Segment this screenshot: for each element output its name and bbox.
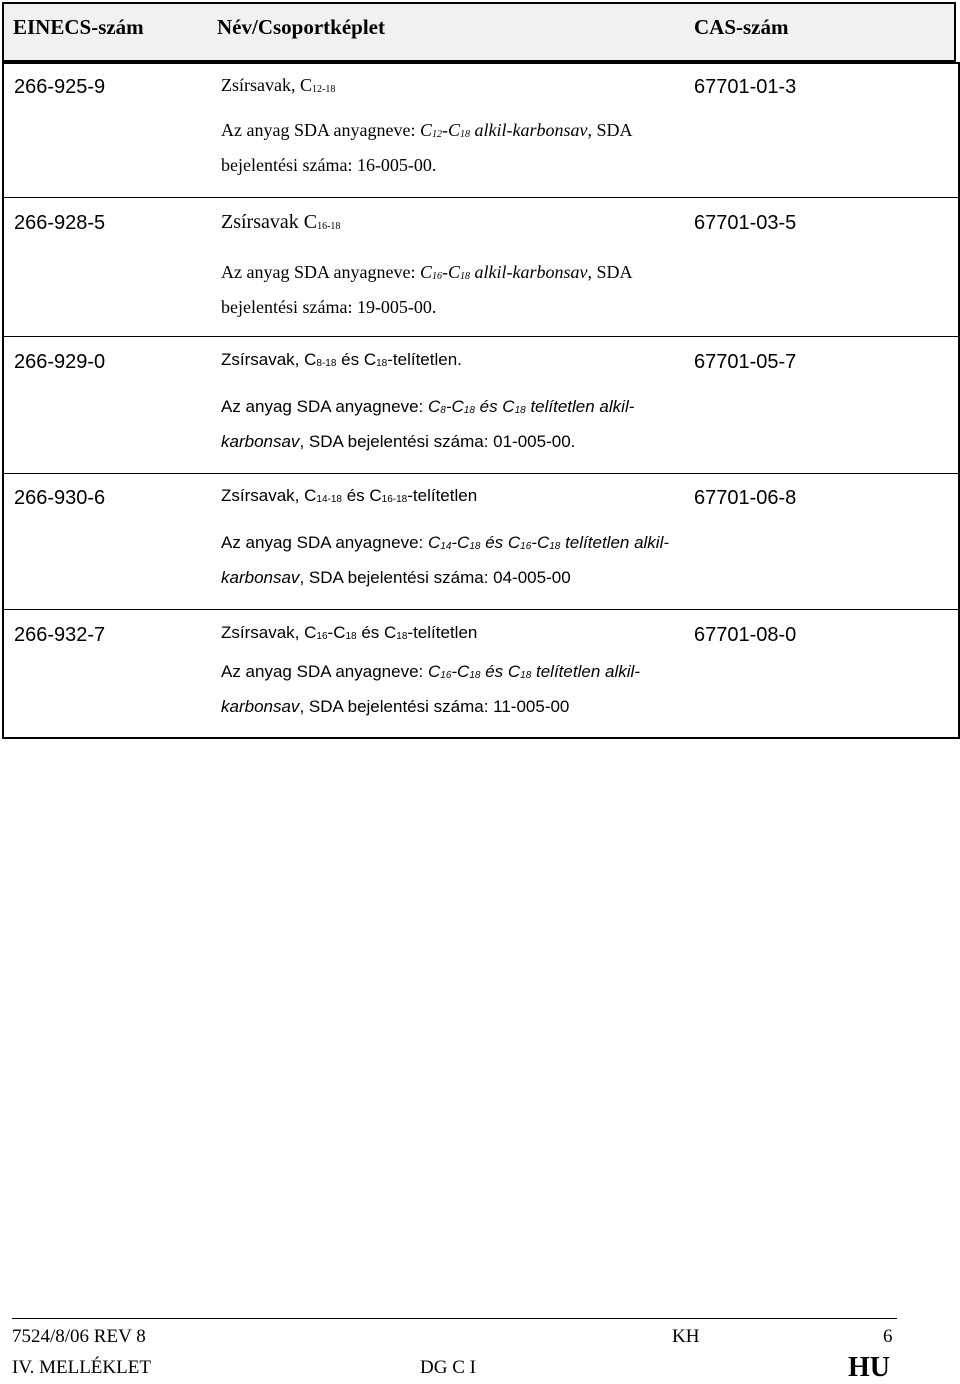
einecs-number: 266-930-6 bbox=[14, 487, 106, 509]
einecs-number: 266-932-7 bbox=[14, 624, 106, 646]
sda-note: Az anyag SDA anyagneve: $C_{16}-C_{18}$ alkil-karbonsav, SDA bejelentési száma: 19-005-00. bbox=[221, 262, 633, 317]
einecs-number: 266-928-5 bbox=[14, 212, 106, 234]
sda-note: Az anyag SDA anyagneve: $C_{12}-C_{18}$ alkil-karbonsav, SDA bejelentési száma: 16-005-00. bbox=[221, 120, 633, 175]
cas-number: 67701-06-8 bbox=[694, 487, 797, 509]
substance-name: Zsírsavak, $C_{12-18}$ bbox=[221, 75, 336, 95]
footer-page-number: 6 bbox=[883, 1326, 893, 1347]
footer-doc-ref: 7524/8/06 REV 8 bbox=[12, 1326, 146, 1347]
footer-initials: KH bbox=[672, 1326, 700, 1347]
cas-number: 67701-01-3 bbox=[694, 76, 797, 98]
footer-divider bbox=[12, 1318, 897, 1319]
header-name: Név/Csoportképlet bbox=[217, 15, 385, 39]
table-row bbox=[4, 610, 958, 737]
footer-annex: IV. MELLÉKLET bbox=[12, 1357, 151, 1378]
substance-table bbox=[2, 62, 960, 739]
cas-number: 67701-08-0 bbox=[694, 624, 797, 646]
cas-number: 67701-03-5 bbox=[694, 212, 797, 234]
footer-language-code: HU bbox=[848, 1352, 890, 1383]
table-row bbox=[4, 64, 958, 198]
substance-name: Zsírsavak, $C_{8-18}$ és $C_{18}$-telítetlen. bbox=[221, 350, 462, 369]
substance-name: Zsírsavak, $C_{14-18}$ és $C_{16-18}$-telítetlen bbox=[221, 486, 478, 505]
table-header bbox=[2, 2, 956, 62]
table-row bbox=[4, 474, 958, 610]
cas-number: 67701-05-7 bbox=[694, 351, 797, 373]
substance-name: Zsírsavak $C_{16-18}$ bbox=[221, 211, 341, 233]
header-einecs: EINECS-szám bbox=[13, 15, 144, 39]
einecs-number: 266-925-9 bbox=[14, 76, 106, 98]
sda-note: Az anyag SDA anyagneve: $C_{14}-C_{18}$ és $C_{16}-C_{18}$ telítetlen alkil- karbonsav, SDA bejelentési száma: 04-005-00 bbox=[221, 533, 670, 587]
sda-note: Az anyag SDA anyagneve: $C_8-C_{18}$ és $C_{18}$ telítetlen alkil- karbonsav, SDA bejelentési száma: 01-005-00. bbox=[221, 397, 635, 451]
sda-note: Az anyag SDA anyagneve: $C_{16}-C_{18}$ és $C_{18}$ telítetlen alkil- karbonsav, SDA bejelentési száma: 11-005-00 bbox=[221, 662, 640, 716]
header-cas: CAS-szám bbox=[694, 15, 789, 39]
table-row bbox=[4, 198, 958, 337]
substance-name: Zsírsavak, $C_{16}-C_{18}$ és $C_{18}$-telítetlen bbox=[221, 623, 478, 642]
table-row bbox=[4, 337, 958, 474]
einecs-number: 266-929-0 bbox=[14, 351, 106, 373]
footer-dg: DG C I bbox=[420, 1357, 476, 1378]
